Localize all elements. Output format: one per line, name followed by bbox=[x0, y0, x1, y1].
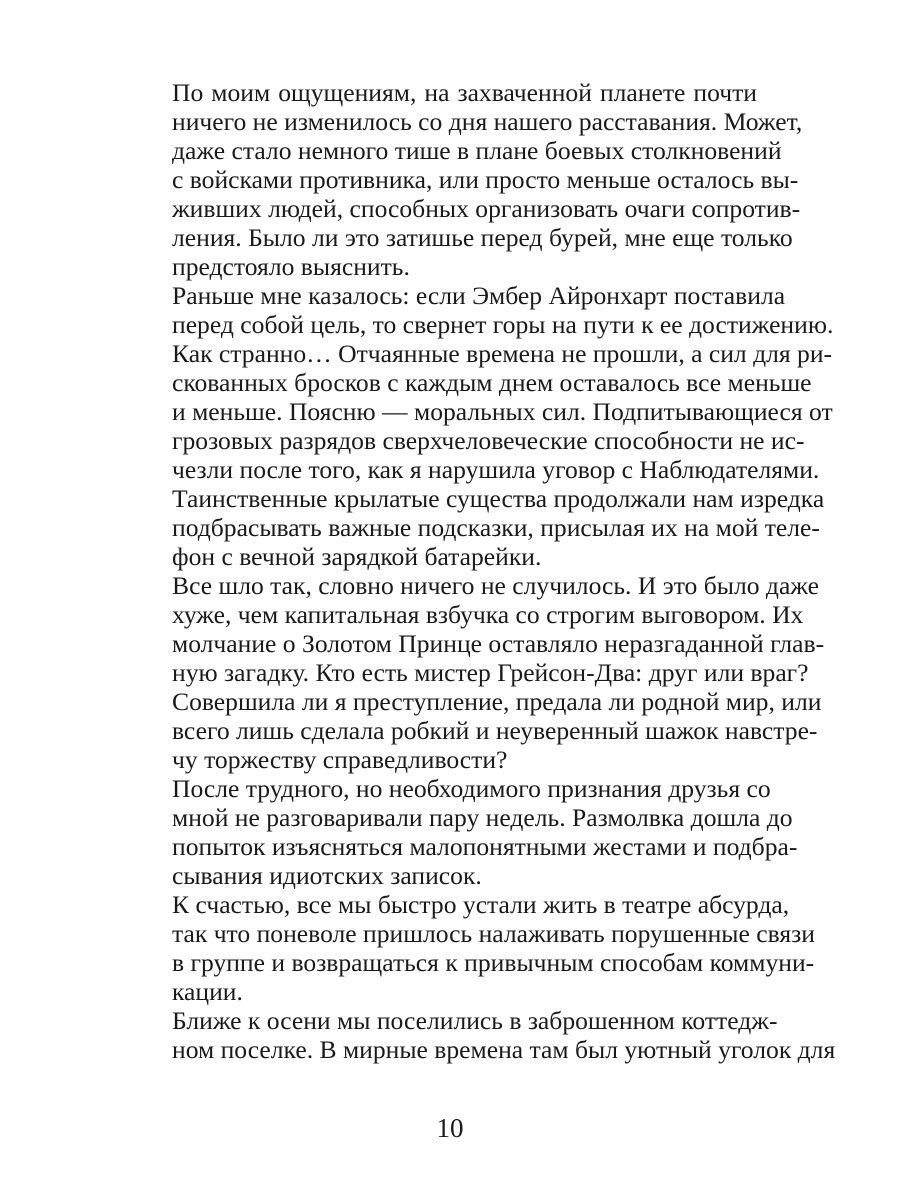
text-line: Совершила ли я преступление, предала ли родной мир, или bbox=[172, 687, 822, 716]
paragraph bbox=[144, 281, 834, 571]
text-line: ления. Было ли это затишье перед бурей, мне еще только bbox=[172, 223, 793, 252]
text-line: даже стало немного тише в плане боевых столкновений bbox=[172, 136, 782, 165]
text-line: Раньше мне казалось: если Эмбер Айронхарт поставила bbox=[172, 281, 786, 310]
paragraph bbox=[144, 571, 825, 774]
text-line: так что поневоле пришлось налаживать порушенные связи bbox=[172, 919, 815, 948]
text-line: в группе и возвращаться к привычным способам коммуни- bbox=[172, 948, 815, 977]
text-line: и меньше. Поясню — моральных сил. Подпитывающиеся от bbox=[172, 397, 833, 426]
text-line: грозовых разрядов сверхчеловеческие способности не ис- bbox=[172, 426, 805, 455]
text-line: молчание о Золотом Принце оставляло неразгаданной глав- bbox=[172, 629, 825, 658]
text-line: хуже, чем капитальная взбучка со строгим выговором. Их bbox=[172, 600, 804, 629]
text-line: После трудного, но необходимого признания друзья со bbox=[172, 774, 771, 803]
text-line: ничего не изменилось со дня нашего расставания. Может, bbox=[172, 107, 803, 136]
text-line: ном поселке. В мирные времена там был уютный уголок для bbox=[172, 1035, 836, 1064]
text-line: с войсками противника, или просто меньше осталось вы- bbox=[172, 165, 799, 194]
text-line: Ближе к осени мы поселились в заброшенном коттедж- bbox=[172, 1006, 778, 1035]
text-line: всего лишь сделала робкий и неуверенный шажок навстре- bbox=[172, 716, 818, 745]
text-line: подбрасывать важные подсказки, присылая их на мой теле- bbox=[172, 513, 820, 542]
text-line: По моим ощущениям, на захваченной планете почти bbox=[172, 78, 757, 107]
text-line: чезли после того, как я нарушила уговор с Наблюдателями. bbox=[172, 455, 820, 484]
text-line: сывания идиотских записок. bbox=[172, 861, 482, 890]
paragraph bbox=[144, 78, 803, 281]
paragraph bbox=[144, 774, 798, 890]
text-line: К счастью, все мы быстро устали жить в театре абсурда, bbox=[172, 890, 790, 919]
book-page-text bbox=[144, 78, 836, 1064]
text-line: фон с вечной зарядкой батарейки. bbox=[172, 542, 542, 571]
text-line: ную загадку. Кто есть мистер Грейсон-Два: друг или враг? bbox=[172, 658, 809, 687]
text-line: попыток изъясняться малопонятными жестами и подбра- bbox=[172, 832, 798, 861]
text-line: живших людей, способных организовать очаги сопротив- bbox=[172, 194, 801, 223]
text-line: кации. bbox=[172, 977, 243, 1006]
text-line: скованных бросков с каждым днем оставалось все меньше bbox=[172, 368, 812, 397]
text-line: Таинственные крылатые существа продолжали нам изредка bbox=[172, 484, 825, 513]
text-line: чу торжеству справедливости? bbox=[172, 745, 508, 774]
text-line: Как странно… Отчаянные времена не прошли, а сил для ри- bbox=[172, 339, 833, 368]
text-line: Все шло так, словно ничего не случилось. И это было даже bbox=[172, 571, 820, 600]
text-line: мной не разговаривали пару недель. Размолвка дошла до bbox=[172, 803, 793, 832]
text-line: предстояло выяснить. bbox=[172, 252, 410, 281]
page-number: 10 bbox=[436, 1113, 464, 1143]
text-line: перед собой цель, то свернет горы на пути к ее достижению. bbox=[172, 310, 834, 339]
paragraph bbox=[144, 890, 815, 1006]
paragraph bbox=[144, 1006, 836, 1064]
